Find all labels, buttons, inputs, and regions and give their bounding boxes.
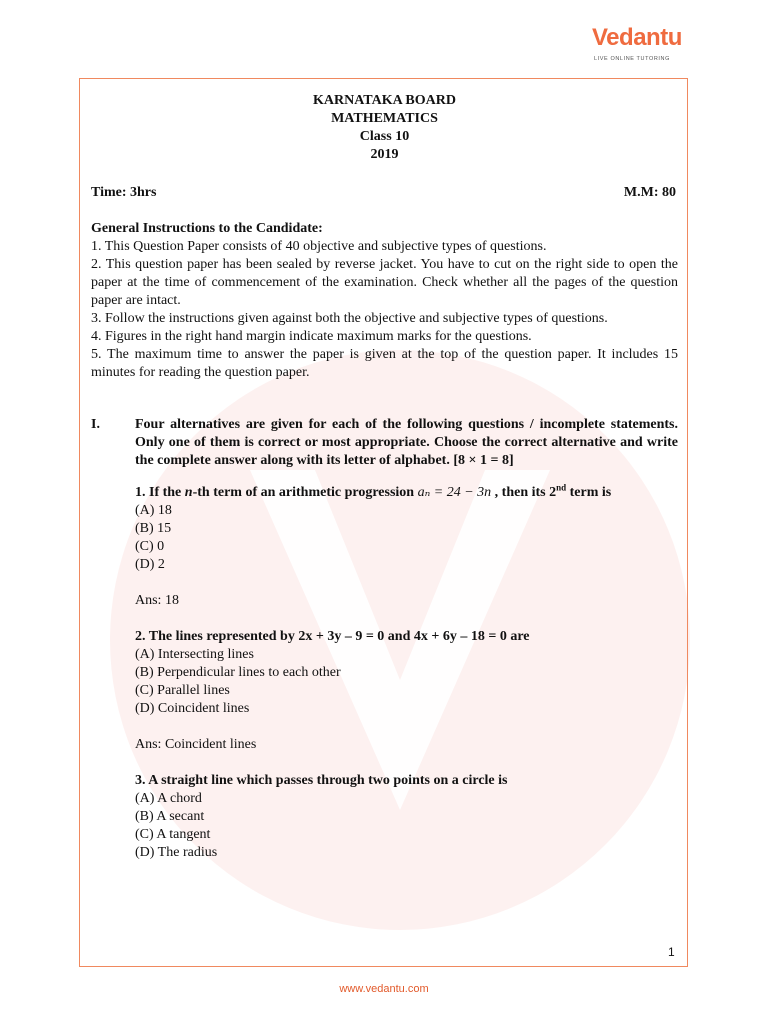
year-title: 2019 (370, 147, 399, 162)
instruction-item: 5. The maximum time to answer the paper is given at the top of the question paper. It includes 15 minutes for reading the question paper. (91, 347, 678, 380)
question-2-options (135, 646, 678, 718)
section-heading (91, 416, 678, 470)
answer-2: Ans: Coincident lines (135, 737, 257, 752)
question-1: 1. If the n-th term of an arithmetic progression aₙ = 24 − 3n , then its 2nd term is (135, 482, 612, 500)
instruction-item: 2. This question paper has been sealed by reverse jacket. You have to cut on the right side to open the paper at the time of commencement of the examination. Check whether all the pages of the question paper are intact. (91, 257, 678, 308)
paper-header (91, 92, 678, 164)
page-number: 1 (668, 945, 675, 959)
logo-wordmark: Vedantu (592, 24, 682, 51)
footer-url-link[interactable]: www.vedantu.com (339, 983, 429, 995)
option-a: (A) Intersecting lines (135, 647, 254, 662)
option-d: (D) Coincident lines (135, 701, 250, 716)
vedantu-logo (592, 26, 692, 62)
subject-title: MATHEMATICS (331, 111, 438, 126)
option-b: (B) A secant (135, 809, 205, 824)
logo-tagline: LIVE ONLINE TUTORING (594, 56, 670, 62)
option-d: (D) 2 (135, 557, 165, 572)
document-body (91, 92, 678, 862)
marks-label: M.M: 80 (623, 185, 676, 200)
section-instructions: Four alternatives are given for each of the following questions / incomplete statements. Only one of them is correct or most appropriate. Choose the correct alternative and write the complete answer along with its letter of alphabet. [8 × 1 = 8] (135, 417, 678, 468)
instructions-title: General Instructions to the Candidate: (91, 221, 323, 236)
question-3-options (135, 790, 678, 862)
option-c: (C) Parallel lines (135, 683, 230, 698)
question-3: 3. A straight line which passes through two points on a circle is (135, 773, 508, 788)
instruction-item: 3. Follow the instructions given against both the objective and subjective types of questions. (91, 311, 608, 326)
option-c: (C) 0 (135, 539, 165, 554)
board-title: KARNATAKA BOARD (313, 93, 456, 108)
time-label: Time: 3hrs (91, 185, 157, 200)
option-a: (A) 18 (135, 503, 172, 518)
question-2: 2. The lines represented by 2x + 3y – 9 = 0 and 4x + 6y – 18 = 0 are (135, 629, 530, 644)
option-b: (B) Perpendicular lines to each other (135, 665, 341, 680)
class-title: Class 10 (359, 129, 410, 144)
option-c: (C) A tangent (135, 827, 211, 842)
time-marks-row (91, 184, 678, 202)
q1-formula: aₙ = 24 − 3n (417, 485, 492, 500)
question-1-options (135, 502, 678, 574)
answer-1: Ans: 18 (135, 593, 179, 608)
option-d: (D) The radius (135, 845, 218, 860)
option-b: (B) 15 (135, 521, 172, 536)
option-a: (A) A chord (135, 791, 202, 806)
section-number: I. (91, 417, 100, 432)
instruction-item: 1. This Question Paper consists of 40 objective and subjective types of questions. (91, 239, 547, 254)
instruction-item: 4. Figures in the right hand margin indicate maximum marks for the questions. (91, 329, 532, 344)
